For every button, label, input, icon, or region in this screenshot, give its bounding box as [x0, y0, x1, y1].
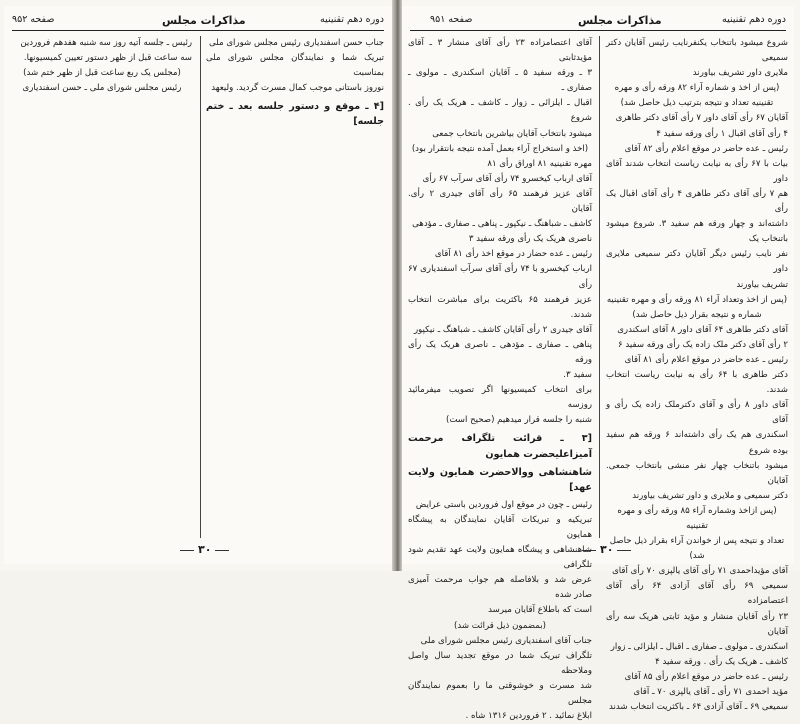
text-line: شروع میشود باتنخاب یکنفرنایب رئیس آقایان دکتر سمیعی: [606, 38, 788, 64]
text-line: رئیس ـ چون در موقع اول فروردین باستی عرایض: [415, 499, 592, 510]
text-line: داشته‌اند و چهار ورقه هم سفید ۳. شروع میشود باتنخاب یک: [606, 219, 788, 245]
text-line: ۲۳ رأی آقایان منشار و مؤید ثابتی هریک سه رأی آقایان: [606, 611, 788, 637]
right-page-column-divider: [599, 36, 600, 538]
text-line: رئیس ـ عده حاضر در موقع اعلام رأی ۸۵ آقای: [624, 671, 788, 682]
text-line: کاشف ـ هریک یک رأی . ورقه سفید ۴: [655, 656, 788, 667]
left-page-column-left: [12, 36, 192, 538]
text-line: جناب آقای اسفندیاری رئیس مجلس شورای ملی: [420, 635, 592, 646]
text-line: تلگراف تبریک شما در موقع تجدید سال واصل وملاحظه: [408, 650, 592, 676]
text-line: سه ساعت قبل از ظهر دستور تعیین کمیسیونها.: [23, 53, 192, 64]
right-page-column-left: [408, 36, 593, 722]
text-line: رئیس ـ عده حاضر در موقع اعلام رأی ۸۱ آقای: [624, 354, 788, 365]
text-line: (مجلس یک ربع ساعت قبل از ظهر ختم شد): [23, 68, 181, 79]
text-line: شاهنشاهی و پیشگاه همایون ولایت عهد تقدیم شود تلگرافی: [408, 545, 592, 571]
text-line: پناهی ـ صفاری ـ مؤدهی ـ ناصری هریک یک رأی ورقه: [408, 339, 592, 365]
text-line: آقای اعتصامزاده ۲۳ رأی آقای منشار ۳ ـ آقای مؤیدثابتی: [408, 38, 593, 64]
left-page: [4, 6, 392, 564]
text-line: شماره و نتیجه بقرار ذیل حاصل شد): [632, 309, 762, 320]
text-line: دکتر طاهری با ۶۴ رأی به نیابت ریاست انتخاب شدند.: [606, 370, 788, 396]
text-line: رئیس ـ عده حضار در موقع اخذ رأی ۸۱ آقای: [434, 249, 592, 260]
text-line: ۳ ـ ورقه سفید ۵ ـ آقایان اسکندری ـ مولوی ـ صفاری ـ: [408, 68, 592, 94]
text-line: ابلاغ نمائید . ۲ فروردین ۱۳۱۶ شاه .: [465, 711, 592, 722]
text-line: تقنینیه تعداد و نتیجه بترتیب ذیل حاصل شد): [620, 98, 774, 109]
text-line: رئیس ـ جلسه آتیه روز سه شنبه هفدهم فروردین: [20, 38, 192, 48]
text-line: ۲ رأی آقای دکتر ملک زاده یک رأی ورقه سفید ۶: [618, 339, 788, 350]
right-page-session-label: دوره دهم تقنینیه: [722, 14, 786, 25]
text-line: (پس از اخذ و شماره آراء ۸۲ ورقه رأی و مهره: [614, 83, 780, 94]
right-page-footer-number: ۳۰: [578, 543, 635, 556]
text-line: است که باطلاع آقایان میرسد: [488, 605, 592, 616]
text-line: هم ۷ رأی آقای دکتر طاهری ۴ رأی آقای اقبال یک رأی: [606, 188, 788, 215]
text-line: آقای دکتر طاهری ۶۴ آقای داور ۸ آقای اسکندری: [617, 324, 788, 335]
text-line: ۴ رأی آقای اقبال ۱ رأی ورقه سفید ۴: [656, 128, 788, 139]
text-line: تعداد و نتیجه پس از خواندن آراء بقرار ذیل حاصل شد): [609, 536, 785, 562]
text-line: مؤید احمدی ۷۱ رأی ـ آقای یالپزی ۷۰ ـ آقای: [633, 687, 788, 698]
text-line: کاشف ـ شباهنگ ـ نیکپور ـ پناهی ـ صفاری ـ مؤدهی: [412, 219, 592, 230]
text-line: آقای ارباب کیخسرو ۷۴ رأی آقای سرآب ۶۷ رأی: [422, 173, 592, 184]
text-line: جناب حسن اسفندیاری رئیس مجلس شورای ملی: [208, 38, 384, 48]
text-line: ملایری داور تشریف بیاورند: [692, 68, 788, 79]
right-page: [402, 6, 794, 722]
section-heading: [۴ ـ موقع و دستور جلسه بعد ـ ختم جلسه]: [206, 101, 384, 128]
text-line: سفید ۳.: [563, 370, 592, 381]
text-line: مهره تقنینیه ۸۱ اوراق رأی ۸۱: [487, 158, 592, 169]
text-line: اقبال ـ ایلزائی ـ زوار ـ کاشف ـ هریک یک رأی . شروع: [408, 98, 592, 124]
text-line: رئیس ـ عده حاضر در موقع اعلام رأی ۸۲ آقای: [624, 143, 788, 154]
text-line: تبریکیه و تبریکات آقایان نمایندگان به پیشگاه همایون: [408, 514, 592, 540]
text-line: شد مسرت و خوشوقتی ما را بعموم نمایندگان مجلس: [408, 680, 592, 707]
text-line: عرض شد و بلافاصله هم جواب مرحمت آمیزی صادر شده: [408, 575, 592, 601]
text-line: آقای داور ۸ رأی و آقای دکترملک زاده یک رأی و آقای: [606, 400, 788, 426]
text-line: آقای مؤیداحمدی ۷۱ رأی آقای یالپزی ۷۰ رأی آقای: [612, 566, 788, 577]
text-line: (پس ازاخذ وشماره آراء ۸۵ ورقه رأی و مهره تقنینیه: [617, 505, 777, 531]
text-line: آقایان ۶۷ رأی آقای داور ۷ رأی آقای دکتر طاهری: [615, 113, 788, 124]
text-line: دکتر سمیعی و ملایری و داور تشریف بیاورند: [632, 490, 788, 501]
text-line: آقای جیدری ۲ رأی آقایان کاشف ـ شباهنگ ـ نیکپور: [413, 324, 592, 335]
text-line: اسکندری هم یک رأی داشته‌اند ۶ ورقه هم سفید بوده شروع: [606, 430, 788, 456]
text-line: نوروز باستانی موجب کمال مسرت گردید. ولیعهد: [211, 83, 384, 94]
text-line: (بمضمون ذیل قرائت شد): [454, 620, 546, 631]
text-line: برای انتخاب کمیسیونها اگر تصویب میفرمائید روزسه: [408, 385, 592, 411]
text-line: سمیعی ۶۹ رأی آقای آزادی ۶۴ رأی آقای اعتصامزاده: [606, 581, 788, 607]
left-page-footer-number: ۳۰: [176, 543, 233, 556]
text-line: تبریک شما و نمایندگان مجلس شورای ملی بمناسبت: [206, 53, 384, 79]
section-heading: شاهنشاهی ووالاحضرت همایون ولایت عهد]: [408, 466, 592, 493]
text-line: (اخذ و استخراج آراء بعمل آمده نتیجه بانتقرار بود): [411, 143, 589, 154]
left-page-column-divider: [200, 36, 201, 538]
text-line: ناصری هریک یک رأی ورقه سفید ۳: [468, 234, 592, 245]
text-line: (پس از اخذ وتعداد آراء ۸۱ ورقه رأی و مهره تقنینیه: [606, 294, 788, 305]
text-line: شنبه را جلسه قرار میدهیم (صحیح است): [445, 415, 592, 426]
left-page-title: مذاکرات مجلس: [162, 14, 246, 27]
text-line: اسکندری ـ مولوی ـ صفاری ـ اقبال ـ ایلزائی ـ زوار: [610, 641, 788, 652]
text-line: بیات با ۶۷ رأی به نیابت ریاست انتخاب شدند آقای داور: [606, 158, 789, 184]
right-page-title: مذاکرات مجلس: [578, 14, 662, 27]
text-line: عزیز فرهمند ۶۵ باکثریت برای مباشرت انتخاب شدند.: [408, 294, 593, 320]
right-page-number-label: صفحه ۹۵۱: [430, 14, 473, 25]
right-page-header: [410, 12, 786, 31]
text-line: نفر نایب رئیس دیگر آقایان دکتر سمیعی ملایری داور: [606, 249, 788, 275]
left-page-session-label: دوره دهم تقنینیه: [320, 14, 384, 25]
text-line: ارباب کیخسرو با ۷۴ رأی آقای سرآب اسفندیاری ۶۷ رأی: [408, 264, 592, 290]
text-line: سمیعی ۶۹ ـ آقای آزادی ۶۴ ـ باکثریت انتخاب شدند: [608, 702, 788, 713]
left-page-column-right: [206, 36, 384, 538]
text-line: رئیس مجلس شورای ملی ـ حسن اسفندیاری: [22, 83, 182, 94]
left-page-number-label: صفحه ۹۵۲: [12, 14, 55, 25]
book-gutter: [392, 0, 402, 571]
text-line: میشود بانتخاب آقایان بیاشرین بانتخاب جمعی: [432, 128, 592, 139]
text-line: آقای عزیز فرهمند ۶۵ رأی آقای جیدری ۲ رأی. آقایان: [408, 188, 593, 215]
section-heading: [۳ ـ قرائت تلگراف مرحمت آمیزاعلیحضرت همایون: [408, 433, 592, 460]
left-page-header: [12, 12, 384, 31]
text-line: تشریف بیاورند: [736, 279, 788, 290]
text-line: میشود باتنخاب چهار نفر منشی بانتخاب جمعی. آقایان: [606, 460, 788, 486]
